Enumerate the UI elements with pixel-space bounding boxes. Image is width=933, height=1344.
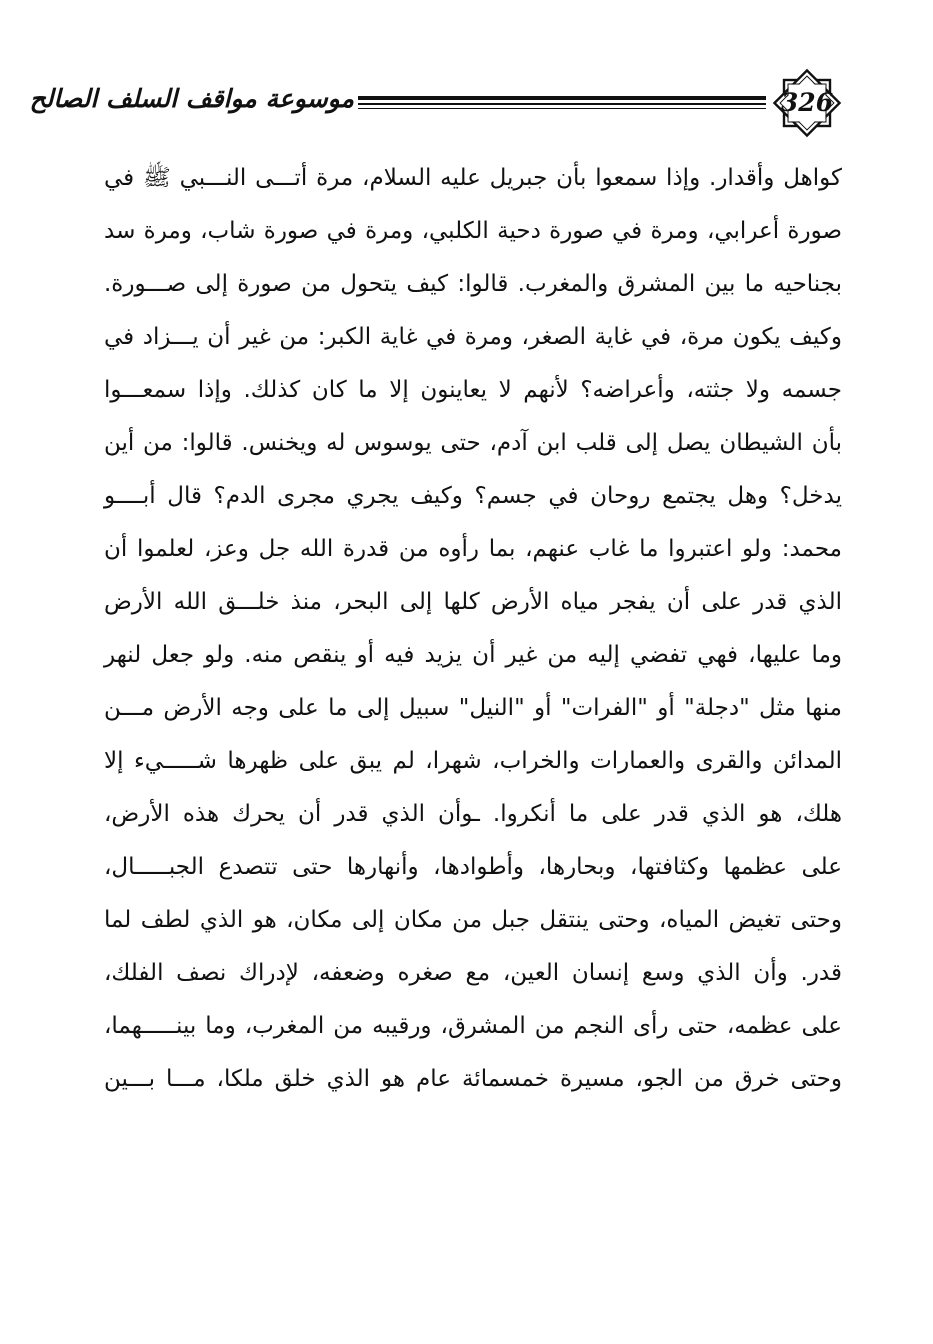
text-line: وكيف يكون مرة، في غاية الصغر، ومرة في غاية الكبر: من غير أن يـــزاد في (104, 324, 842, 350)
header-rule-medium (358, 103, 766, 105)
text-line: كواهل وأقدار. وإذا سمعوا بأن جبريل عليه السلام، مرة أتـــى النـــبي ﷺ في (104, 165, 842, 191)
text-line: بجناحيه ما بين المشرق والمغرب. قالوا: كيف يتحول من صورة إلى صـــورة. (104, 271, 842, 297)
text-line: منها مثل "دجلة" أو "الفرات" أو "النيل" سبيل إلى ما على وجه الأرض مـــن (104, 695, 842, 721)
text-line: وحتى تغيض المياه، وحتى ينتقل جبل من مكان إلى مكان، هو الذي لطف لما (104, 907, 842, 933)
text-line: صورة أعرابي، ومرة في صورة دحية الكلبي، ومرة في صورة شاب، ومرة سد (104, 218, 842, 244)
text-line: قدر. وأن الذي وسع إنسان العين، مع صغره وضعفه، لإدراك نصف الفلك، (104, 960, 842, 986)
text-line: يدخل؟ وهل يجتمع روحان في جسم؟ وكيف يجري مجرى الدم؟ قال أبــــو (104, 483, 842, 509)
text-line: بأن الشيطان يصل إلى قلب ابن آدم، حتى يوسوس له ويخنس. قالوا: من أين (104, 430, 842, 456)
header-rule-thin (358, 108, 766, 109)
book-title: موسوعة مواقف السلف الصالح (29, 84, 354, 113)
page-header (29, 66, 844, 140)
text-line: وما عليها، فهي تفضي إليه من غير أن يزيد فيه أو ينقص منه. ولو جعل لنهر (104, 642, 842, 668)
text-line: هلك، هو الذي قدر على ما أنكروا. ـوأن الذي قدر أن يحرك هذه الأرض، (104, 801, 842, 827)
text-line: جسمه ولا جثته، وأعراضه؟ لأنهم لا يعاينون إلا ما كان كذلك. وإذا سمعـــوا (104, 377, 842, 403)
text-line: وحتى خرق من الجو، مسيرة خمسمائة عام هو الذي خلق ملكا، مـــا بـــين (104, 1066, 842, 1092)
header-rule-thick (358, 96, 766, 100)
text-line: على عظمه، حتى رأى النجم من المشرق، ورقيبه من المغرب، وما بينـــــهما، (104, 1013, 842, 1039)
text-line: المدائن والقرى والعمارات والخراب، شهرا، لم يبق على ظهرها شـــــيء إلا (104, 748, 842, 774)
text-line: على عظمها وكثافتها، وبحارها، وأطوادها، وأنهارها حتى تتصدع الجبـــــال، (104, 854, 842, 880)
page-number: 326 (780, 88, 834, 117)
text-line: محمد: ولو اعتبروا ما غاب عنهم، بما رأوه من قدرة الله جل وعز، لعلموا أن (104, 536, 842, 562)
text-line: الذي قدر على أن يفجر مياه الأرض كلها إلى البحر، منذ خلـــق الله الأرض (104, 589, 842, 615)
body-text (104, 152, 842, 1106)
page-number-badge (770, 66, 844, 140)
